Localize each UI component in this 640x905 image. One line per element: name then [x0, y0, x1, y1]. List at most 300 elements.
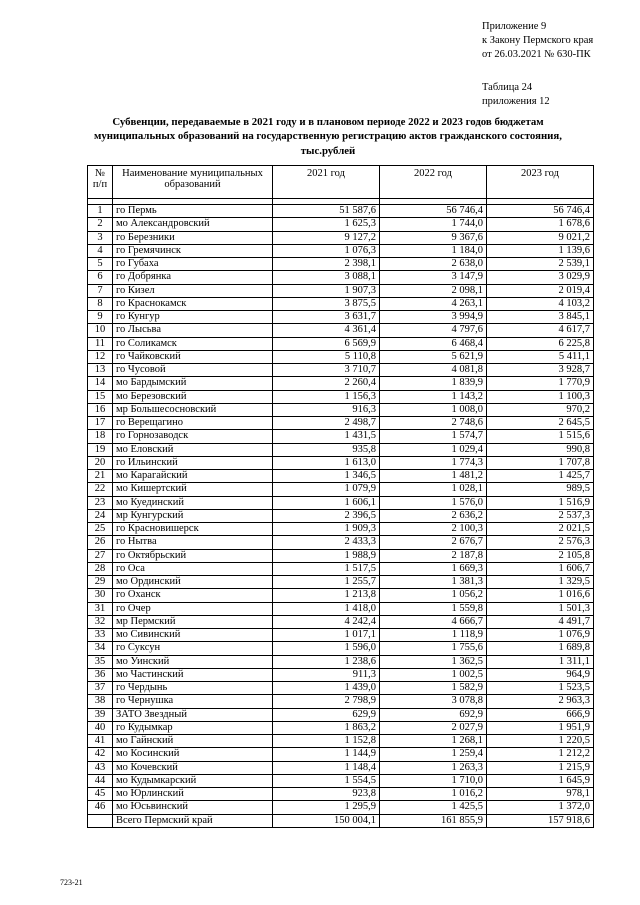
row-value-2022: 56 746,4	[380, 205, 487, 218]
row-num: 32	[88, 615, 113, 628]
table-row	[88, 403, 594, 416]
row-name: мо Бардымский	[113, 377, 273, 390]
row-value-2022: 3 147,9	[380, 271, 487, 284]
table-row	[88, 430, 594, 443]
table-row	[88, 748, 594, 761]
row-value-2021: 2 396,5	[273, 509, 380, 522]
table-row	[88, 509, 594, 522]
row-num: 23	[88, 496, 113, 509]
row-name: мо Кочевский	[113, 761, 273, 774]
row-num: 9	[88, 311, 113, 324]
row-num: 29	[88, 576, 113, 589]
row-value-2023: 1 215,9	[487, 761, 594, 774]
row-value-2022: 1 118,9	[380, 629, 487, 642]
row-name: го Пермь	[113, 205, 273, 218]
row-value-2023: 4 617,7	[487, 324, 594, 337]
row-value-2023: 666,9	[487, 708, 594, 721]
row-value-2022: 3 994,9	[380, 311, 487, 324]
row-value-2021: 1 863,2	[273, 721, 380, 734]
row-value-2022: 4 666,7	[380, 615, 487, 628]
row-value-2023: 1 501,3	[487, 602, 594, 615]
row-name: го Оханск	[113, 589, 273, 602]
row-value-2023: 5 411,1	[487, 350, 594, 363]
table-row	[88, 655, 594, 668]
total-row	[88, 814, 594, 827]
row-value-2023: 2 021,5	[487, 523, 594, 536]
document-title	[60, 115, 596, 158]
row-value-2023: 1 425,7	[487, 470, 594, 483]
table-row	[88, 456, 594, 469]
table-row	[88, 735, 594, 748]
table-row	[88, 284, 594, 297]
row-num: 30	[88, 589, 113, 602]
row-value-2021: 1 017,1	[273, 629, 380, 642]
title-line-3: тыс.рублей	[300, 144, 356, 157]
row-num: 14	[88, 377, 113, 390]
row-value-2022: 4 263,1	[380, 297, 487, 310]
row-num: 34	[88, 642, 113, 655]
row-num: 4	[88, 244, 113, 257]
total-2022: 161 855,9	[380, 814, 487, 827]
row-value-2021: 3 875,5	[273, 297, 380, 310]
footer-code: 723-21	[60, 878, 83, 887]
row-num: 31	[88, 602, 113, 615]
row-value-2023: 1 372,0	[487, 801, 594, 814]
row-num: 35	[88, 655, 113, 668]
row-name: го Кудымкар	[113, 721, 273, 734]
row-name: го Верещагино	[113, 417, 273, 430]
row-value-2022: 2 187,8	[380, 549, 487, 562]
row-name: мо Уинский	[113, 655, 273, 668]
row-num: 28	[88, 562, 113, 575]
row-value-2022: 1 755,6	[380, 642, 487, 655]
row-value-2023: 2 537,3	[487, 509, 594, 522]
table-ref-line-1: Таблица 24	[482, 82, 533, 93]
row-value-2021: 1 238,6	[273, 655, 380, 668]
row-value-2022: 5 621,9	[380, 350, 487, 363]
row-value-2023: 2 963,3	[487, 695, 594, 708]
table-row	[88, 721, 594, 734]
appendix-header	[482, 20, 593, 62]
row-value-2022: 1 263,3	[380, 761, 487, 774]
table-row	[88, 629, 594, 642]
row-value-2021: 1 606,1	[273, 496, 380, 509]
row-num: 25	[88, 523, 113, 536]
table-row	[88, 311, 594, 324]
row-value-2021: 1 152,8	[273, 735, 380, 748]
table-row	[88, 364, 594, 377]
header-2023: 2023 год	[487, 166, 594, 199]
row-num: 45	[88, 788, 113, 801]
row-value-2023: 1 606,7	[487, 562, 594, 575]
row-name: го Соликамск	[113, 337, 273, 350]
table-row	[88, 231, 594, 244]
row-num: 33	[88, 629, 113, 642]
table-row	[88, 562, 594, 575]
row-value-2021: 6 569,9	[273, 337, 380, 350]
title-line-2: муниципальных образований на государственную регистрацию актов гражданского состояния,	[94, 130, 562, 143]
total-2023: 157 918,6	[487, 814, 594, 827]
row-value-2023: 4 103,2	[487, 297, 594, 310]
row-num: 5	[88, 258, 113, 271]
row-value-2023: 3 845,1	[487, 311, 594, 324]
table-row	[88, 470, 594, 483]
table-row	[88, 350, 594, 363]
row-name: мо Александровский	[113, 218, 273, 231]
row-value-2021: 2 398,1	[273, 258, 380, 271]
row-value-2022: 1 008,0	[380, 403, 487, 416]
row-name: мр Пермский	[113, 615, 273, 628]
row-value-2023: 978,1	[487, 788, 594, 801]
row-name: го Губаха	[113, 258, 273, 271]
row-value-2021: 916,3	[273, 403, 380, 416]
total-2021: 150 004,1	[273, 814, 380, 827]
row-num: 15	[88, 390, 113, 403]
row-num: 44	[88, 774, 113, 787]
row-value-2021: 935,8	[273, 443, 380, 456]
table-row	[88, 668, 594, 681]
row-value-2021: 1 148,4	[273, 761, 380, 774]
row-value-2021: 51 587,6	[273, 205, 380, 218]
row-value-2021: 2 798,9	[273, 695, 380, 708]
row-value-2022: 1 002,5	[380, 668, 487, 681]
row-value-2023: 4 491,7	[487, 615, 594, 628]
row-value-2023: 2 539,1	[487, 258, 594, 271]
row-name: мо Юрлинский	[113, 788, 273, 801]
row-num: 13	[88, 364, 113, 377]
table-row	[88, 708, 594, 721]
row-value-2021: 1 295,9	[273, 801, 380, 814]
row-value-2022: 1 029,4	[380, 443, 487, 456]
row-value-2021: 5 110,8	[273, 350, 380, 363]
row-name: мр Большесосновский	[113, 403, 273, 416]
row-num: 16	[88, 403, 113, 416]
row-value-2023: 1 523,5	[487, 682, 594, 695]
row-value-2023: 2 576,3	[487, 536, 594, 549]
table-row	[88, 297, 594, 310]
row-name: го Чернушка	[113, 695, 273, 708]
row-value-2023: 1 220,5	[487, 735, 594, 748]
row-value-2023: 1 645,9	[487, 774, 594, 787]
row-value-2023: 1 951,9	[487, 721, 594, 734]
row-value-2021: 1 156,3	[273, 390, 380, 403]
row-value-2022: 2 748,6	[380, 417, 487, 430]
table-row	[88, 788, 594, 801]
row-value-2023: 56 746,4	[487, 205, 594, 218]
row-value-2021: 629,9	[273, 708, 380, 721]
table-row	[88, 496, 594, 509]
row-name: го Красновишерск	[113, 523, 273, 536]
row-value-2023: 3 029,9	[487, 271, 594, 284]
row-value-2021: 1 988,9	[273, 549, 380, 562]
row-num: 19	[88, 443, 113, 456]
table-row	[88, 244, 594, 257]
row-value-2021: 1 144,9	[273, 748, 380, 761]
row-num: 12	[88, 350, 113, 363]
row-value-2021: 3 631,7	[273, 311, 380, 324]
row-value-2023: 1 329,5	[487, 576, 594, 589]
table-row	[88, 417, 594, 430]
row-value-2023: 1 678,6	[487, 218, 594, 231]
table-row	[88, 536, 594, 549]
row-value-2022: 2 098,1	[380, 284, 487, 297]
table-reference	[482, 81, 550, 109]
table-row	[88, 218, 594, 231]
table-row	[88, 602, 594, 615]
row-value-2023: 3 928,7	[487, 364, 594, 377]
row-value-2022: 1 559,8	[380, 602, 487, 615]
row-name: го Чусовой	[113, 364, 273, 377]
row-name: мо Карагайский	[113, 470, 273, 483]
row-name: го Чердынь	[113, 682, 273, 695]
row-name: мо Косинский	[113, 748, 273, 761]
row-name: го Горнозаводск	[113, 430, 273, 443]
row-value-2023: 1 100,3	[487, 390, 594, 403]
table-row	[88, 615, 594, 628]
row-value-2021: 1 909,3	[273, 523, 380, 536]
row-value-2022: 3 078,8	[380, 695, 487, 708]
row-value-2023: 1 689,8	[487, 642, 594, 655]
row-num: 6	[88, 271, 113, 284]
table-row	[88, 774, 594, 787]
row-num: 39	[88, 708, 113, 721]
table-row	[88, 576, 594, 589]
row-value-2021: 9 127,2	[273, 231, 380, 244]
row-value-2023: 964,9	[487, 668, 594, 681]
table-row	[88, 205, 594, 218]
row-num: 11	[88, 337, 113, 350]
row-value-2021: 923,8	[273, 788, 380, 801]
row-num: 7	[88, 284, 113, 297]
row-value-2022: 1 381,3	[380, 576, 487, 589]
row-value-2021: 1 907,3	[273, 284, 380, 297]
row-value-2021: 1 517,5	[273, 562, 380, 575]
row-value-2022: 1 268,1	[380, 735, 487, 748]
row-value-2023: 1 707,8	[487, 456, 594, 469]
row-value-2023: 970,2	[487, 403, 594, 416]
row-value-2021: 1 213,8	[273, 589, 380, 602]
table-body	[88, 199, 594, 828]
row-value-2021: 3 088,1	[273, 271, 380, 284]
table-row	[88, 443, 594, 456]
row-name: мр Кунгурский	[113, 509, 273, 522]
table-row	[88, 761, 594, 774]
row-value-2022: 1 576,0	[380, 496, 487, 509]
table-row	[88, 324, 594, 337]
row-name: мо Ординский	[113, 576, 273, 589]
table-row	[88, 483, 594, 496]
row-value-2023: 1 515,6	[487, 430, 594, 443]
table-row	[88, 642, 594, 655]
row-num: 2	[88, 218, 113, 231]
row-name: го Кизел	[113, 284, 273, 297]
row-num: 24	[88, 509, 113, 522]
row-value-2022: 1 016,2	[380, 788, 487, 801]
table-row	[88, 258, 594, 271]
row-name: мо Куединский	[113, 496, 273, 509]
row-name: мо Еловский	[113, 443, 273, 456]
row-value-2022: 2 676,7	[380, 536, 487, 549]
row-value-2021: 2 260,4	[273, 377, 380, 390]
row-num: 38	[88, 695, 113, 708]
row-num: 26	[88, 536, 113, 549]
row-name: мо Частинский	[113, 668, 273, 681]
total-name: Всего Пермский край	[113, 814, 273, 827]
row-num: 40	[88, 721, 113, 734]
row-value-2022: 1 774,3	[380, 456, 487, 469]
row-name: мо Гайнский	[113, 735, 273, 748]
row-name: мо Кудымкарский	[113, 774, 273, 787]
row-value-2023: 2 019,4	[487, 284, 594, 297]
row-name: мо Юсьвинский	[113, 801, 273, 814]
table-row	[88, 695, 594, 708]
row-value-2023: 1 016,6	[487, 589, 594, 602]
row-value-2021: 1 613,0	[273, 456, 380, 469]
row-value-2023: 1 770,9	[487, 377, 594, 390]
row-num: 8	[88, 297, 113, 310]
row-name: го Оса	[113, 562, 273, 575]
row-name: ЗАТО Звездный	[113, 708, 273, 721]
table-row	[88, 271, 594, 284]
row-num: 1	[88, 205, 113, 218]
row-value-2022: 1 259,4	[380, 748, 487, 761]
table-ref-line-2: приложения 12	[482, 96, 550, 107]
row-value-2022: 1 143,2	[380, 390, 487, 403]
row-value-2021: 1 625,3	[273, 218, 380, 231]
row-value-2021: 2 498,7	[273, 417, 380, 430]
row-value-2021: 1 255,7	[273, 576, 380, 589]
row-num: 10	[88, 324, 113, 337]
title-line-1: Субвенции, передаваемые в 2021 году и в плановом периоде 2022 и 2023 годов бюджетам	[112, 116, 544, 128]
row-value-2022: 1 669,3	[380, 562, 487, 575]
row-value-2021: 3 710,7	[273, 364, 380, 377]
header-num: № п/п	[88, 166, 113, 199]
row-name: го Лысьва	[113, 324, 273, 337]
row-value-2023: 1 139,6	[487, 244, 594, 257]
row-value-2022: 9 367,6	[380, 231, 487, 244]
row-num: 36	[88, 668, 113, 681]
row-value-2021: 1 596,0	[273, 642, 380, 655]
row-num: 46	[88, 801, 113, 814]
row-num: 37	[88, 682, 113, 695]
table-row	[88, 549, 594, 562]
row-value-2021: 1 418,0	[273, 602, 380, 615]
row-value-2022: 1 839,9	[380, 377, 487, 390]
row-value-2022: 1 574,7	[380, 430, 487, 443]
row-value-2022: 1 710,0	[380, 774, 487, 787]
row-value-2021: 1 076,3	[273, 244, 380, 257]
row-name: го Суксун	[113, 642, 273, 655]
row-value-2022: 1 481,2	[380, 470, 487, 483]
row-name: го Ильинский	[113, 456, 273, 469]
appendix-line-1: Приложение 9	[482, 21, 547, 32]
row-value-2021: 1 079,9	[273, 483, 380, 496]
row-value-2021: 4 361,4	[273, 324, 380, 337]
row-value-2022: 1 425,5	[380, 801, 487, 814]
row-name: го Березники	[113, 231, 273, 244]
row-value-2023: 1 311,1	[487, 655, 594, 668]
row-value-2023: 990,8	[487, 443, 594, 456]
row-value-2022: 1 184,0	[380, 244, 487, 257]
row-value-2022: 1 028,1	[380, 483, 487, 496]
row-value-2022: 2 638,0	[380, 258, 487, 271]
header-name: Наименование муниципальных образований	[113, 166, 273, 199]
row-value-2022: 4 797,6	[380, 324, 487, 337]
row-num: 3	[88, 231, 113, 244]
row-num: 21	[88, 470, 113, 483]
row-value-2023: 1 076,9	[487, 629, 594, 642]
row-name: го Добрянка	[113, 271, 273, 284]
row-value-2021: 911,3	[273, 668, 380, 681]
row-num: 27	[88, 549, 113, 562]
row-value-2023: 1 212,2	[487, 748, 594, 761]
row-value-2021: 1 554,5	[273, 774, 380, 787]
row-value-2022: 1 056,2	[380, 589, 487, 602]
row-num: 18	[88, 430, 113, 443]
row-value-2023: 6 225,8	[487, 337, 594, 350]
row-value-2023: 9 021,2	[487, 231, 594, 244]
row-name: го Краснокамск	[113, 297, 273, 310]
row-num: 22	[88, 483, 113, 496]
row-name: го Кунгур	[113, 311, 273, 324]
row-value-2021: 2 433,3	[273, 536, 380, 549]
header-2022: 2022 год	[380, 166, 487, 199]
row-value-2021: 4 242,4	[273, 615, 380, 628]
subventions-table	[87, 165, 594, 828]
row-value-2022: 1 582,9	[380, 682, 487, 695]
row-value-2021: 1 439,0	[273, 682, 380, 695]
row-value-2021: 1 346,5	[273, 470, 380, 483]
row-value-2023: 2 105,8	[487, 549, 594, 562]
row-value-2022: 1 362,5	[380, 655, 487, 668]
row-value-2022: 2 100,3	[380, 523, 487, 536]
table-row	[88, 390, 594, 403]
row-num: 17	[88, 417, 113, 430]
table-row	[88, 337, 594, 350]
table-row	[88, 589, 594, 602]
row-value-2022: 2 027,9	[380, 721, 487, 734]
row-value-2022: 2 636,2	[380, 509, 487, 522]
row-value-2022: 4 081,8	[380, 364, 487, 377]
table-header-row	[88, 166, 594, 199]
row-value-2023: 989,5	[487, 483, 594, 496]
table-row	[88, 682, 594, 695]
row-name: го Нытва	[113, 536, 273, 549]
row-value-2023: 1 516,9	[487, 496, 594, 509]
appendix-line-2: к Закону Пермского края	[482, 35, 594, 46]
row-name: го Чайковский	[113, 350, 273, 363]
row-value-2021: 1 431,5	[273, 430, 380, 443]
header-2021: 2021 год	[273, 166, 380, 199]
row-name: го Гремячинск	[113, 244, 273, 257]
row-name: мо Березовский	[113, 390, 273, 403]
row-num: 43	[88, 761, 113, 774]
table-row	[88, 377, 594, 390]
row-num: 20	[88, 456, 113, 469]
row-num: 41	[88, 735, 113, 748]
row-name: мо Сивинский	[113, 629, 273, 642]
row-name: го Октябрьский	[113, 549, 273, 562]
total-num	[88, 814, 113, 827]
table-row	[88, 801, 594, 814]
row-num: 42	[88, 748, 113, 761]
row-name: мо Кишертский	[113, 483, 273, 496]
row-value-2022: 692,9	[380, 708, 487, 721]
row-value-2023: 2 645,5	[487, 417, 594, 430]
row-value-2022: 1 744,0	[380, 218, 487, 231]
appendix-line-3: от 26.03.2021 № 630-ПК	[482, 49, 591, 60]
row-value-2022: 6 468,4	[380, 337, 487, 350]
